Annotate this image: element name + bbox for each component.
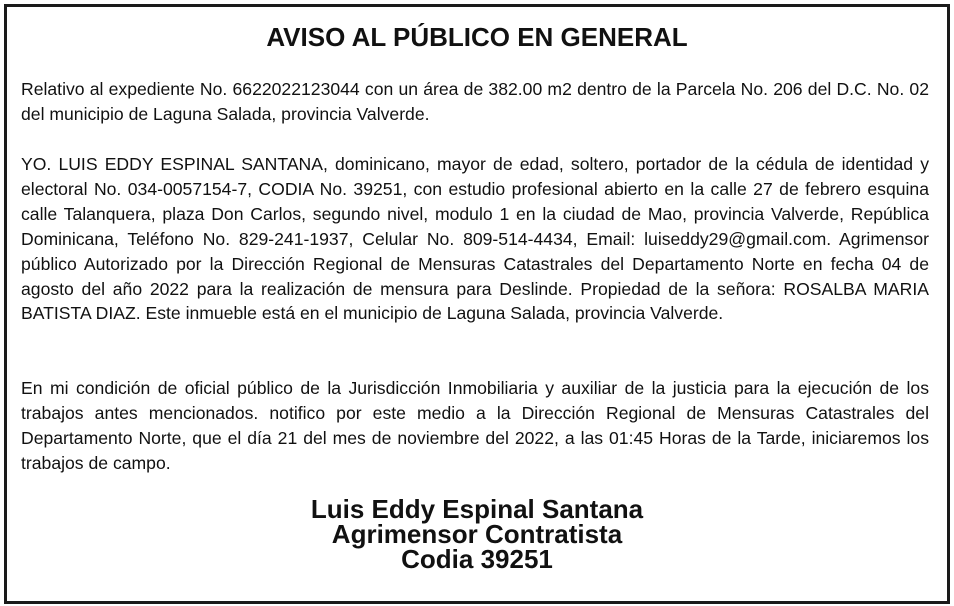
signature-codia: Codia 39251 bbox=[401, 544, 553, 574]
signature-name: Luis Eddy Espinal Santana bbox=[310, 494, 644, 524]
notice-paragraph-surveyor-declaration: YO. LUIS EDDY ESPINAL SANTANA, dominicano, mayor de edad, soltero, portador de la cédula de identidad y electoral No. 034-0057154-7, CODIA No. 39251, con estudio profesional abierto en la calle 27 de febrero esquina calle Talanquera, plaza Don Carlos, segundo nivel, modulo 1 en la ciudad de Mao, provincia Valverde, República Dominicana, Teléfono No. 829-241-1937, Celular No. 809-514-4434, Email: luiseddy29@gmail.com. Agrimensor público Autorizado por la Dirección Regional de Mensuras Catastrales del Departamento Norte en fecha 04 de agosto del año 2022 para la realización de mensura para Deslinde. Propiedad de la señora: ROSALBA MARIA BATISTA DIAZ. Este inmueble está en el municipio de Laguna Salada, provincia Valverde. bbox=[21, 154, 929, 324]
notice-paragraph-file-reference: Relativo al expediente No. 6622022123044 con un área de 382.00 m2 dentro de la Parcela No. 206 del D.C. No. 02 del municipio de Laguna Salada, provincia Valverde. bbox=[21, 79, 929, 124]
notice-paragraph-fieldwork-notification: En mi condición de oficial público de la Jurisdicción Inmobiliaria y auxiliar de la justicia para la ejecución de los trabajos antes mencionados. notifico por este medio a la Dirección Regional de Mensuras Catastrales del Departamento Norte, que el día 21 del mes de noviembre del 2022, a las 01:45 Horas de la Tarde, iniciaremos los trabajos de campo. bbox=[21, 378, 929, 473]
notice-title: AVISO AL PÚBLICO EN GENERAL bbox=[266, 22, 688, 52]
signature-block bbox=[7, 494, 947, 574]
public-notice bbox=[4, 4, 950, 604]
signature-role: Agrimensor Contratista bbox=[331, 519, 623, 549]
